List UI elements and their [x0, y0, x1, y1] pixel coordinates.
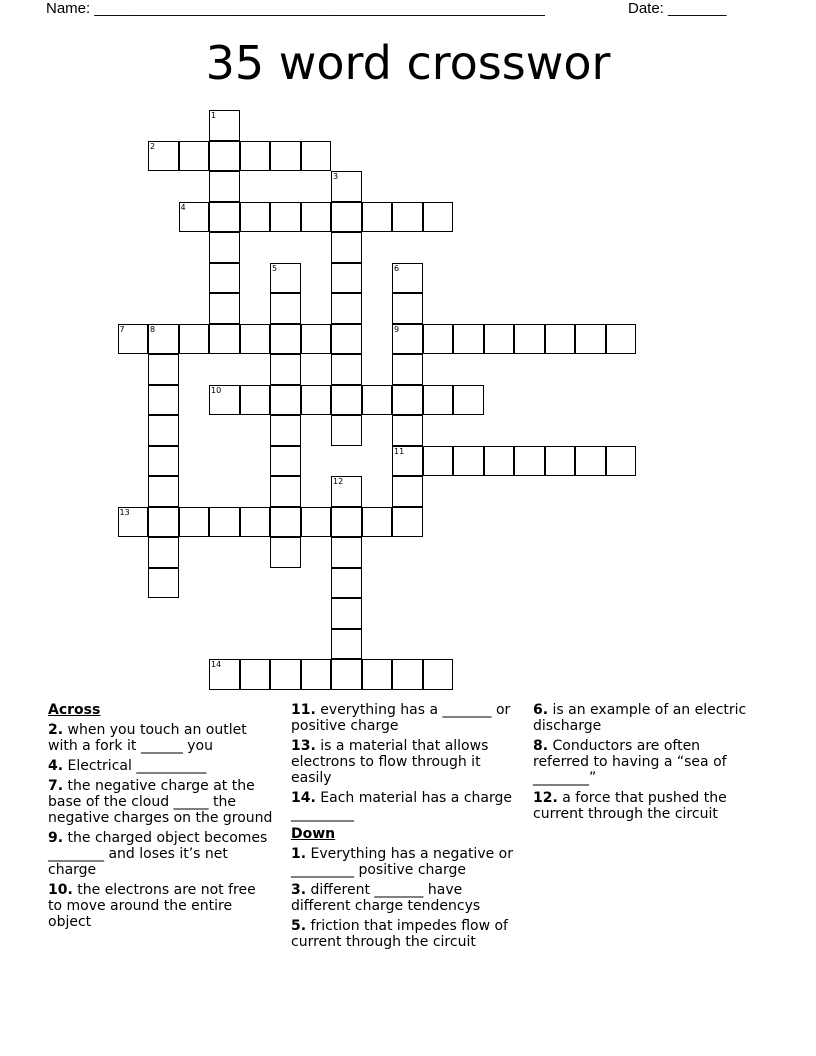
grid-cell[interactable] — [118, 507, 149, 538]
grid-cell[interactable] — [331, 171, 362, 202]
grid-cell[interactable] — [209, 110, 240, 141]
grid-cell[interactable] — [209, 263, 240, 294]
grid-cell[interactable] — [270, 659, 301, 690]
grid-cell[interactable] — [270, 537, 301, 568]
clue-number: 6 — [394, 263, 400, 273]
grid-cell[interactable] — [484, 324, 515, 355]
grid-cell[interactable] — [331, 568, 362, 599]
grid-cell[interactable] — [209, 171, 240, 202]
grid-cell[interactable] — [423, 385, 454, 416]
clue-down-5: 5. friction that impedes flow of current through the circuit — [291, 918, 508, 950]
grid-cell[interactable] — [270, 507, 301, 538]
clue-number: 14 — [211, 660, 222, 669]
grid-cell[interactable] — [179, 202, 210, 233]
grid-cell[interactable] — [331, 659, 362, 690]
grid-cell[interactable] — [423, 324, 454, 355]
grid-cell[interactable] — [148, 324, 179, 355]
clue-number: 12 — [333, 477, 344, 486]
clue-across-11: 11. everything has a _______ or positive charge — [291, 702, 511, 734]
grid-cell[interactable] — [270, 446, 301, 477]
grid-cell[interactable] — [148, 385, 179, 416]
grid-cell[interactable] — [301, 385, 332, 416]
grid-cell[interactable] — [392, 202, 423, 233]
clue-across-13: 13. is a material that allows electrons to flow through it easily — [291, 738, 489, 786]
grid-cell[interactable] — [392, 263, 423, 294]
grid-cell[interactable] — [606, 324, 637, 355]
grid-cell[interactable] — [148, 141, 179, 172]
grid-cell[interactable] — [362, 385, 393, 416]
clue-across-2: 2. when you touch an outlet with a fork it ______ you — [48, 722, 247, 754]
grid-cell[interactable] — [514, 446, 545, 477]
grid-cell[interactable] — [392, 324, 423, 355]
grid-cell[interactable] — [575, 324, 606, 355]
grid-cell[interactable] — [453, 446, 484, 477]
clue-across-10: 10. the electrons are not free to move around the entire object — [48, 882, 256, 930]
clue-number: 1 — [211, 111, 217, 120]
grid-cell[interactable] — [270, 263, 301, 294]
grid-cell[interactable] — [270, 476, 301, 507]
grid-cell[interactable] — [392, 446, 423, 477]
grid-cell[interactable] — [179, 141, 210, 172]
clue-number: 9 — [394, 324, 400, 334]
grid-cell[interactable] — [392, 659, 423, 690]
grid-cell[interactable] — [240, 202, 271, 233]
page-title: 35 word crosswor — [205, 36, 611, 90]
grid-cell[interactable] — [148, 446, 179, 477]
grid-cell[interactable] — [209, 232, 240, 263]
clue-number: 7 — [119, 324, 125, 334]
grid-cell[interactable] — [148, 354, 179, 385]
grid-cell[interactable] — [209, 202, 240, 233]
grid-cell[interactable] — [392, 476, 423, 507]
clue-column-2 — [291, 702, 516, 954]
grid-cell[interactable] — [209, 659, 240, 690]
grid-cell[interactable] — [331, 354, 362, 385]
grid-cell[interactable] — [575, 446, 606, 477]
grid-cell[interactable] — [209, 507, 240, 538]
grid-cell[interactable] — [331, 476, 362, 507]
grid-cell[interactable] — [331, 263, 362, 294]
grid-cell[interactable] — [331, 629, 362, 660]
clue-number: 10 — [211, 385, 222, 395]
clue-down-3: 3. different _______ have different charge tendencys — [291, 882, 481, 914]
grid-cell[interactable] — [179, 324, 210, 355]
grid-cell[interactable] — [301, 659, 332, 690]
grid-cell[interactable] — [423, 202, 454, 233]
grid-cell[interactable] — [453, 385, 484, 416]
grid-cell[interactable] — [148, 537, 179, 568]
grid-cell[interactable] — [179, 507, 210, 538]
grid-cell[interactable] — [270, 293, 301, 324]
grid-cell[interactable] — [240, 385, 271, 416]
grid-cell[interactable] — [606, 446, 637, 477]
clue-across-4: 4. Electrical __________ — [48, 758, 207, 774]
grid-cell[interactable] — [331, 598, 362, 629]
grid-cell[interactable] — [148, 476, 179, 507]
clue-number: 5 — [272, 263, 278, 273]
grid-cell[interactable] — [270, 202, 301, 233]
clue-down-8: 8. Conductors are often referred to having a “sea of ________” — [533, 738, 727, 786]
grid-cell[interactable] — [545, 446, 576, 477]
grid-cell[interactable] — [331, 202, 362, 233]
clue-across-9: 9. the charged object becomes ________ and loses it’s net charge — [48, 830, 268, 878]
grid-cell[interactable] — [392, 507, 423, 538]
grid-cell[interactable] — [301, 324, 332, 355]
grid-cell[interactable] — [118, 324, 149, 355]
grid-cell[interactable] — [301, 202, 332, 233]
grid-cell[interactable] — [240, 659, 271, 690]
clue-down-6: 6. is an example of an electric discharge — [533, 702, 747, 734]
clue-number: 11 — [394, 446, 405, 456]
grid-cell[interactable] — [240, 507, 271, 538]
clue-across-14: 14. Each material has a charge _________ — [291, 790, 512, 822]
grid-cell[interactable] — [209, 293, 240, 324]
clue-down-1: 1. Everything has a negative or _________ positive charge — [291, 846, 513, 878]
grid-cell[interactable] — [392, 415, 423, 446]
grid-cell[interactable] — [270, 415, 301, 446]
grid-cell[interactable] — [209, 141, 240, 172]
grid-cell[interactable] — [362, 659, 393, 690]
across-heading: Across — [48, 702, 101, 718]
grid-cell[interactable] — [148, 415, 179, 446]
date-field-label: Date: _______ — [628, 0, 727, 17]
grid-cell[interactable] — [423, 659, 454, 690]
down-heading: Down — [291, 826, 336, 842]
grid-cell[interactable] — [423, 446, 454, 477]
clue-number: 3 — [333, 172, 339, 181]
grid-cell[interactable] — [392, 293, 423, 324]
clue-number: 13 — [119, 507, 130, 517]
grid-cell[interactable] — [484, 446, 515, 477]
grid-cell[interactable] — [148, 507, 179, 538]
grid-cell[interactable] — [392, 354, 423, 385]
name-field-label: Name: ______________________________________________________ — [46, 0, 545, 17]
grid-cell[interactable] — [331, 324, 362, 355]
grid-cell[interactable] — [545, 324, 576, 355]
grid-cell[interactable] — [514, 324, 545, 355]
grid-cell[interactable] — [301, 507, 332, 538]
grid-cell[interactable] — [331, 232, 362, 263]
clue-column-1 — [48, 702, 273, 934]
grid-cell[interactable] — [270, 141, 301, 172]
clue-across-7: 7. the negative charge at the base of the cloud _____ the negative charges on the ground — [48, 778, 273, 826]
clue-number: 2 — [150, 141, 156, 151]
grid-cell[interactable] — [392, 385, 423, 416]
grid-cell[interactable] — [362, 507, 393, 538]
grid-cell[interactable] — [270, 354, 301, 385]
clue-down-12: 12. a force that pushed the current through the circuit — [533, 790, 727, 822]
grid-cell[interactable] — [301, 141, 332, 172]
grid-cell[interactable] — [148, 568, 179, 599]
clue-column-3 — [533, 702, 758, 826]
grid-cell[interactable] — [270, 324, 301, 355]
grid-cell[interactable] — [331, 507, 362, 538]
grid-cell[interactable] — [331, 537, 362, 568]
grid-cell[interactable] — [209, 385, 240, 416]
grid-cell[interactable] — [331, 293, 362, 324]
clue-number: 8 — [150, 324, 156, 334]
clue-number: 4 — [180, 202, 186, 212]
grid-cell[interactable] — [453, 324, 484, 355]
grid-cell[interactable] — [209, 324, 240, 355]
grid-cell[interactable] — [240, 141, 271, 172]
grid-cell[interactable] — [270, 385, 301, 416]
grid-cell[interactable] — [331, 415, 362, 446]
grid-cell[interactable] — [240, 324, 271, 355]
grid-cell[interactable] — [362, 202, 393, 233]
grid-cell[interactable] — [331, 385, 362, 416]
